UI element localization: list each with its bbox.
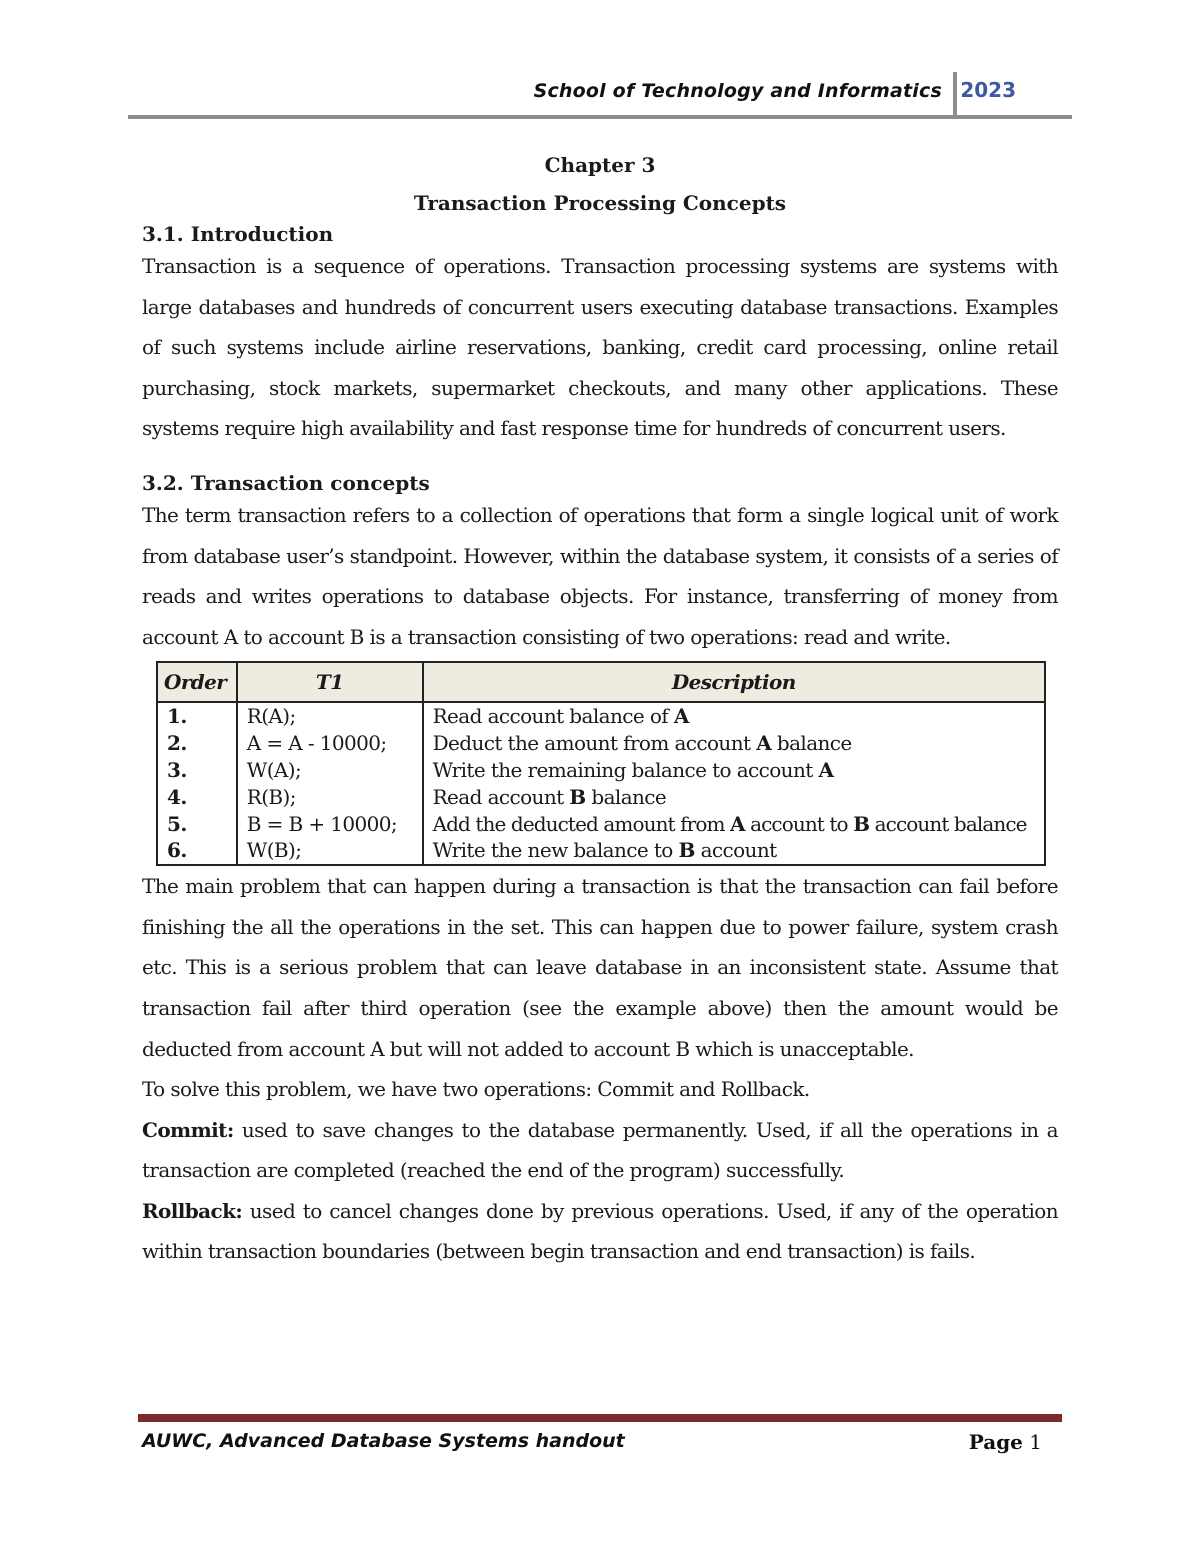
commit-paragraph: [142, 1110, 1058, 1191]
t1-column: [237, 702, 423, 865]
header-school-name: School of Technology and Informatics: [533, 80, 942, 102]
description-cell: Write the remaining balance to account A: [432, 757, 834, 782]
table-row: [157, 702, 1045, 865]
description-column: [423, 702, 1045, 865]
operation-cell: W(B);: [246, 838, 302, 863]
chapter-number: Chapter 3: [544, 153, 656, 177]
footer-rule: [138, 1414, 1062, 1422]
order-cell: 4.: [167, 784, 187, 809]
header-separator: [953, 72, 957, 118]
section-heading-transaction-concepts: 3.2. Transaction concepts: [142, 470, 430, 495]
page-content: [142, 146, 1058, 1272]
description-cell: Read account balance of A: [432, 704, 689, 729]
footer-page-number: Page 1: [968, 1430, 1042, 1454]
failure-paragraph: The main problem that can happen during a transaction is that the transaction can fail before finishing the all the operations in the set. This can happen due to power failure, system crash etc. This is a serious problem that can leave database in an inconsistent state. Assume that transaction fail after third operation (see the example above) then the amount would be deducted from account A but will not added to account B which is unacceptable.: [142, 874, 1058, 1061]
order-cell: 5.: [167, 811, 187, 836]
transaction-concepts-paragraph: The term transaction refers to a collection of operations that form a single logical unit of work from database user’s standpoint. However, within the database system, it consists of a series of reads and writes operations to database objects. For instance, transferring of money from account A to account B is a transaction consisting of two operations: read and write.: [142, 502, 1058, 649]
order-cell: 2.: [167, 731, 187, 756]
order-cell: 6.: [167, 838, 187, 863]
commit-term: Commit:: [142, 1117, 234, 1142]
section-heading-introduction: 3.1. Introduction: [142, 222, 334, 246]
order-column: [157, 702, 237, 865]
order-cell: 1.: [167, 704, 187, 729]
description-cell: Add the deducted amount from A account to B account balance: [432, 811, 1027, 836]
rollback-paragraph: [142, 1191, 1058, 1272]
footer-handout-title: AUWC, Advanced Database Systems handout: [142, 1430, 625, 1452]
operation-cell: A = A - 10000;: [246, 731, 387, 756]
commit-text: used to save changes to the database permanently. Used, if all the operations in a transaction are completed (reached the end of the program) successfully.: [142, 1117, 1058, 1183]
transaction-table: [156, 661, 1046, 866]
table-header-order: Order: [157, 662, 237, 702]
operation-cell: R(B);: [246, 784, 296, 809]
description-cell: Write the new balance to B account: [432, 838, 777, 863]
rollback-text: used to cancel changes done by previous operations. Used, if any of the operation within transaction boundaries (between begin transaction and end transaction) is fails.: [142, 1198, 1058, 1264]
description-cell: Read account B balance: [432, 784, 667, 809]
rollback-term: Rollback:: [142, 1198, 243, 1223]
table-header-description: Description: [423, 662, 1045, 702]
operation-cell: B = B + 10000;: [246, 811, 398, 836]
operation-cell: R(A);: [246, 704, 296, 729]
solution-paragraph: To solve this problem, we have two operations: Commit and Rollback.: [142, 1077, 810, 1102]
chapter-title: Transaction Processing Concepts: [413, 191, 787, 215]
table-header-row: [157, 662, 1045, 702]
table-header-t1: T1: [237, 662, 423, 702]
operation-cell: W(A);: [246, 757, 302, 782]
header-year: 2023: [960, 78, 1016, 102]
introduction-paragraph: Transaction is a sequence of operations. Transaction processing systems are systems with large databases and hundreds of concurrent users executing database transactions. Examples of such systems include airline reservations, banking, credit card processing, online retail purchasing, stock markets, supermarket checkouts, and many other applications. These systems require high availability and fast response time for hundreds of concurrent users.: [142, 254, 1058, 441]
description-cell: Deduct the amount from account A balance: [432, 731, 852, 756]
order-cell: 3.: [167, 757, 187, 782]
page-header: [128, 72, 1072, 118]
header-rule: [128, 115, 1072, 119]
